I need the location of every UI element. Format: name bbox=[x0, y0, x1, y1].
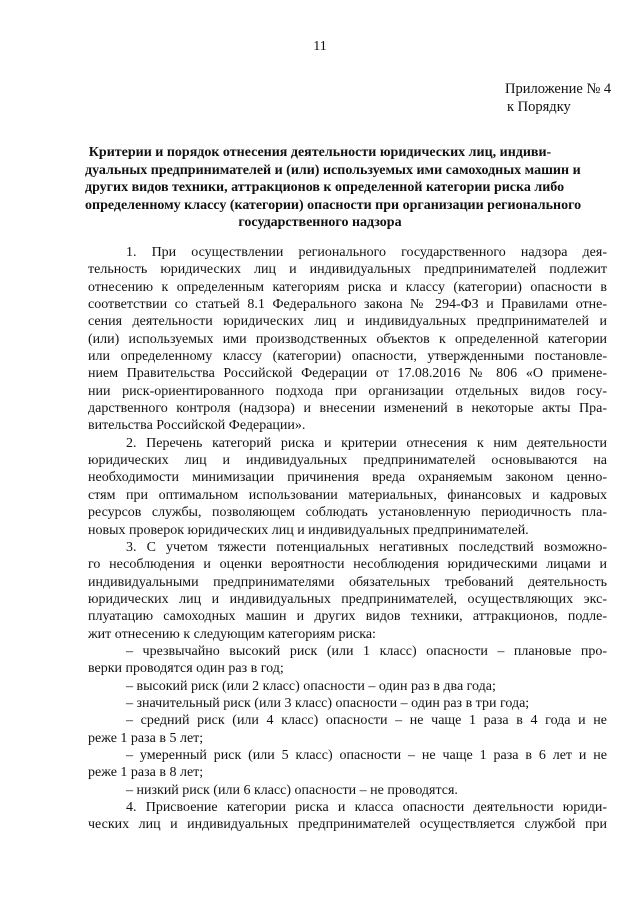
title-line: других видов техники, аттракционов к определенной категории риска либо bbox=[85, 180, 565, 195]
body-text-line: необходимости минимизации причинения вреда охраняемым законом ценно- bbox=[88, 470, 607, 486]
body-text-line: или определенному классу (категории) опасности, утвержденными постановле- bbox=[88, 349, 607, 365]
body-text-line: реже 1 раза в 8 лет; bbox=[88, 765, 204, 781]
body-text-line: жит отнесению к следующим категориям риска: bbox=[88, 626, 376, 642]
body-text-line: реже 1 раза в 5 лет; bbox=[88, 730, 204, 746]
body-text-line: 3. С учетом тяжести потенциальных негативных последствий возможно- bbox=[126, 539, 607, 555]
page-number: 11 bbox=[313, 39, 327, 54]
title-line: Критерии и порядок отнесения деятельности юридических лиц, индиви- bbox=[88, 145, 552, 160]
document-title bbox=[85, 144, 582, 232]
body-text-line: – средний риск (или 4 класс) опасности – не чаще 1 раза в 4 года и не bbox=[126, 713, 607, 729]
body-text-line: – высокий риск (или 2 класс) опасности – один раз в два года; bbox=[126, 678, 496, 694]
body-text-line: дарственного контроля (надзора) и внесении изменений в некоторые акты Пра- bbox=[88, 401, 607, 417]
body-text-line: ческих лиц и индивидуальных предпринимателей осуществляется службой при bbox=[88, 817, 607, 833]
appendix-procedure-ref: к Порядку bbox=[507, 99, 571, 115]
body-text-line: новых проверок юридических лиц и индивидуальных предпринимателей. bbox=[88, 522, 529, 538]
body-text-line: – умеренный риск (или 5 класс) опасности – не чаще 1 раза в 6 лет и не bbox=[126, 747, 607, 763]
title-line: государственного надзора bbox=[238, 215, 402, 230]
body-text-line: плуатацию самоходных машин и других видов техники, аттракционов, подле- bbox=[88, 609, 607, 625]
appendix-reference bbox=[505, 80, 630, 116]
body-text-line: индивидуальными предпринимателями обязательных требований деятельность bbox=[88, 574, 607, 590]
body-text-line: 4. Присвоение категории риска и класса опасности деятельности юриди- bbox=[126, 800, 607, 815]
body-text-line: го несоблюдения и оценки вероятности несоблюдения юридическими лицами и bbox=[88, 557, 607, 573]
body-text-line: – значительный риск (или 3 класс) опасности – один раз в три года; bbox=[126, 695, 530, 711]
document-body bbox=[88, 244, 607, 834]
body-text-line: – чрезвычайно высокий риск (или 1 класс) опасности – плановые про- bbox=[126, 643, 607, 659]
body-text-line: (или) используемых ими производственных объектов к определенной категории bbox=[88, 331, 607, 347]
body-text-line: нии риск-ориентированного подхода при организации отдельных видов госу- bbox=[88, 383, 607, 399]
body-text-line: ресурсов службы, позволяющем соблюдать установленную периодичность пла- bbox=[88, 505, 607, 521]
title-line: дуальных предпринимателей и (или) используемых ими самоходных машин и bbox=[85, 162, 581, 178]
body-text-line: верки проводятся один раз в год; bbox=[88, 661, 284, 677]
body-text-line: отнесению к определенным категориям риска и классу (категории) опасности в bbox=[88, 279, 607, 295]
title-line: определенному классу (категории) опасности при организации регионального bbox=[85, 197, 582, 213]
body-text-line: 1. При осуществлении регионального государственного надзора дея- bbox=[126, 245, 607, 260]
body-text-line: стям при оптимальном использовании материальных, финансовых и кадровых bbox=[88, 487, 607, 503]
body-text-line: юридических лиц и индивидуальных предпринимателей, осуществляющих экс- bbox=[88, 591, 607, 607]
body-text-line: 2. Перечень категорий риска и критерии отнесения к ним деятельности bbox=[126, 435, 607, 451]
body-text-line: сения деятельности юридических лиц и индивидуальных предпринимателей и bbox=[88, 314, 607, 330]
body-text-line: – низкий риск (или 6 класс) опасности – не проводятся. bbox=[126, 782, 458, 798]
body-text-line: соответствии со статьей 8.1 Федерального закона № 294-ФЗ и Правилами отне- bbox=[88, 297, 607, 313]
body-text-line: вительства Российской Федерации». bbox=[88, 418, 306, 434]
body-text-line: юридических лиц и индивидуальных предпринимателей основываются на bbox=[88, 453, 607, 469]
body-text-line: тельность юридических лиц и индивидуальных предпринимателей подлежит bbox=[88, 262, 607, 278]
body-text-line: нием Правительства Российской Федерации от 17.08.2016 № 806 «О примене- bbox=[88, 366, 607, 382]
appendix-number: Приложение № 4 bbox=[505, 81, 612, 97]
